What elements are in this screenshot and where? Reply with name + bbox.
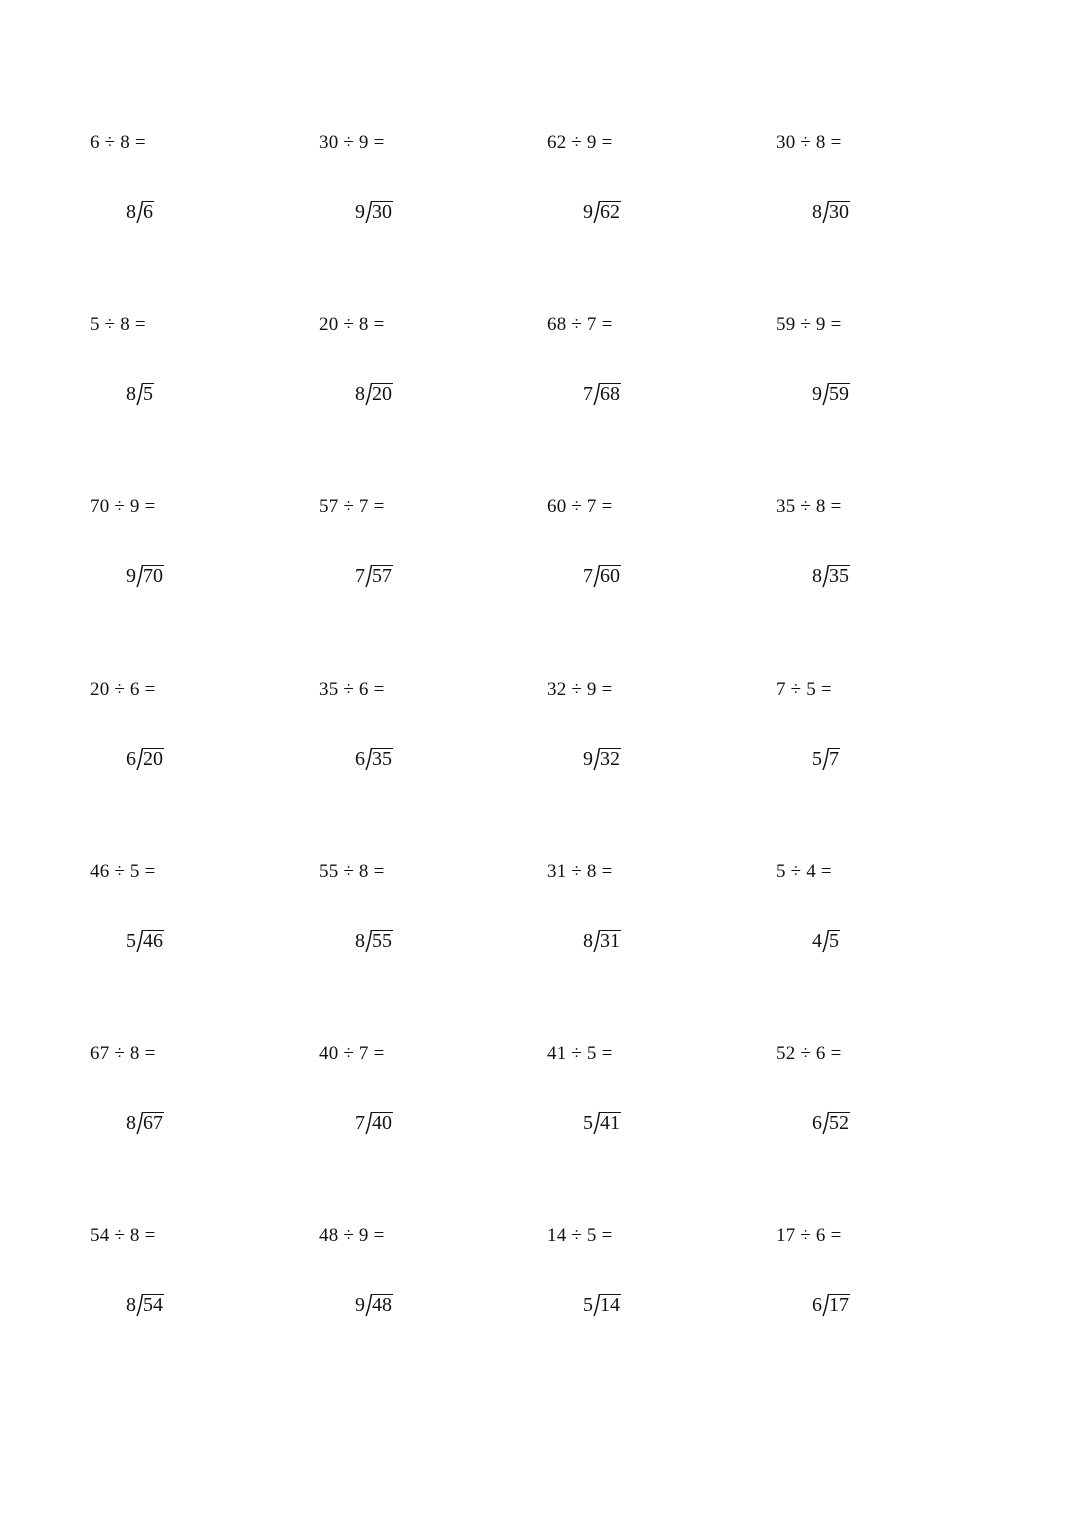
dividend: 14 [600,1294,620,1316]
division-equation: 46 ÷ 5 = [90,861,156,882]
division-equation: 68 ÷ 7 = [547,314,613,335]
divisor: 7 [355,1112,365,1134]
divisor: 8 [126,201,136,223]
division-bracket-symbol [136,564,142,587]
division-bracket-symbol [365,382,371,405]
division-bracket-symbol [365,1111,371,1134]
long-division-bracket [812,382,850,405]
division-equation: 35 ÷ 6 = [319,679,385,700]
dividend: 6 [143,201,153,223]
dividend: 48 [372,1294,392,1316]
division-bracket-symbol [822,200,828,223]
division-problem [776,496,976,596]
division-problem [319,1043,519,1143]
division-bracket-symbol [136,747,142,770]
division-equation: 62 ÷ 9 = [547,132,613,153]
long-division-bracket [355,747,393,770]
division-problem [90,679,290,779]
division-equation: 59 ÷ 9 = [776,314,842,335]
division-equation: 41 ÷ 5 = [547,1043,613,1064]
divisor: 5 [583,1294,593,1316]
division-problem [90,861,290,961]
division-bracket-symbol [593,382,599,405]
division-equation: 20 ÷ 8 = [319,314,385,335]
long-division-bracket [126,200,154,223]
dividend: 57 [372,565,392,587]
long-division-bracket [126,564,164,587]
division-equation: 6 ÷ 8 = [90,132,146,153]
divisor: 8 [812,201,822,223]
dividend: 54 [143,1294,163,1316]
dividend: 30 [372,201,392,223]
division-equation: 67 ÷ 8 = [90,1043,156,1064]
divisor: 9 [583,201,593,223]
long-division-bracket [583,747,621,770]
division-equation: 48 ÷ 9 = [319,1225,385,1246]
division-bracket-symbol [593,200,599,223]
dividend: 7 [829,748,839,770]
long-division-bracket [812,1111,850,1134]
division-problem [319,496,519,596]
division-equation: 70 ÷ 9 = [90,496,156,517]
dividend: 30 [829,201,849,223]
divisor: 8 [583,930,593,952]
dividend: 46 [143,930,163,952]
division-problem [776,132,976,232]
divisor: 5 [583,1112,593,1134]
divisor: 8 [126,1112,136,1134]
division-bracket-symbol [365,929,371,952]
dividend: 68 [600,383,620,405]
division-equation: 54 ÷ 8 = [90,1225,156,1246]
divisor: 7 [583,565,593,587]
long-division-bracket [126,1111,164,1134]
division-bracket-symbol [365,564,371,587]
long-division-bracket [355,929,393,952]
divisor: 8 [126,1294,136,1316]
long-division-bracket [126,382,154,405]
divisor: 9 [355,1294,365,1316]
division-problem [547,314,747,414]
dividend: 55 [372,930,392,952]
division-bracket-symbol [136,382,142,405]
division-problem [547,1043,747,1143]
division-problem [319,314,519,414]
dividend: 62 [600,201,620,223]
long-division-bracket [583,929,621,952]
division-problem [90,1043,290,1143]
division-equation: 5 ÷ 4 = [776,861,832,882]
long-division-bracket [583,200,621,223]
dividend: 17 [829,1294,849,1316]
divisor: 8 [355,383,365,405]
divisor: 6 [812,1294,822,1316]
long-division-bracket [355,564,393,587]
long-division-bracket [126,1293,164,1316]
dividend: 20 [143,748,163,770]
dividend: 40 [372,1112,392,1134]
division-problem [547,1225,747,1325]
division-bracket-symbol [822,747,828,770]
division-problem [776,314,976,414]
long-division-bracket [126,747,164,770]
divisor: 9 [812,383,822,405]
division-problem [547,496,747,596]
long-division-bracket [812,747,840,770]
dividend: 5 [829,930,839,952]
divisor: 7 [583,383,593,405]
divisor: 7 [355,565,365,587]
long-division-bracket [355,382,393,405]
division-bracket-symbol [822,1293,828,1316]
division-problem [776,861,976,961]
long-division-bracket [126,929,164,952]
division-problem [547,679,747,779]
dividend: 5 [143,383,153,405]
division-problem [319,679,519,779]
division-bracket-symbol [822,1111,828,1134]
divisor: 5 [126,930,136,952]
division-problem [90,314,290,414]
division-equation: 40 ÷ 7 = [319,1043,385,1064]
divisor: 6 [812,1112,822,1134]
divisor: 8 [812,565,822,587]
long-division-bracket [355,1111,393,1134]
division-problem [90,1225,290,1325]
dividend: 70 [143,565,163,587]
division-bracket-symbol [593,1293,599,1316]
division-bracket-symbol [136,929,142,952]
division-problem [776,679,976,779]
long-division-bracket [812,200,850,223]
division-bracket-symbol [593,1111,599,1134]
division-problem [319,861,519,961]
long-division-bracket [812,1293,850,1316]
long-division-bracket [355,1293,393,1316]
division-equation: 20 ÷ 6 = [90,679,156,700]
long-division-bracket [583,382,621,405]
divisor: 6 [126,748,136,770]
dividend: 35 [372,748,392,770]
dividend: 35 [829,565,849,587]
division-bracket-symbol [136,200,142,223]
division-problem [776,1043,976,1143]
division-equation: 30 ÷ 8 = [776,132,842,153]
dividend: 67 [143,1112,163,1134]
division-bracket-symbol [822,564,828,587]
long-division-bracket [583,1111,621,1134]
division-problem [776,1225,976,1325]
divisor: 9 [355,201,365,223]
division-bracket-symbol [136,1293,142,1316]
division-equation: 17 ÷ 6 = [776,1225,842,1246]
division-problem [319,132,519,232]
division-bracket-symbol [365,200,371,223]
division-problem [90,132,290,232]
dividend: 20 [372,383,392,405]
division-equation: 31 ÷ 8 = [547,861,613,882]
division-problem [547,861,747,961]
division-equation: 32 ÷ 9 = [547,679,613,700]
dividend: 41 [600,1112,620,1134]
division-bracket-symbol [822,382,828,405]
long-division-bracket [355,200,393,223]
division-bracket-symbol [593,747,599,770]
dividend: 52 [829,1112,849,1134]
division-bracket-symbol [365,747,371,770]
long-division-bracket [812,929,840,952]
divisor: 8 [126,383,136,405]
division-equation: 7 ÷ 5 = [776,679,832,700]
dividend: 31 [600,930,620,952]
divisor: 4 [812,930,822,952]
division-equation: 5 ÷ 8 = [90,314,146,335]
dividend: 32 [600,748,620,770]
division-bracket-symbol [365,1293,371,1316]
division-equation: 52 ÷ 6 = [776,1043,842,1064]
dividend: 59 [829,383,849,405]
dividend: 60 [600,565,620,587]
divisor: 9 [126,565,136,587]
division-bracket-symbol [136,1111,142,1134]
division-bracket-symbol [593,929,599,952]
long-division-bracket [583,564,621,587]
divisor: 8 [355,930,365,952]
division-equation: 14 ÷ 5 = [547,1225,613,1246]
division-equation: 60 ÷ 7 = [547,496,613,517]
divisor: 6 [355,748,365,770]
division-problem [319,1225,519,1325]
division-equation: 57 ÷ 7 = [319,496,385,517]
division-problem [547,132,747,232]
division-equation: 55 ÷ 8 = [319,861,385,882]
division-bracket-symbol [593,564,599,587]
division-bracket-symbol [822,929,828,952]
divisor: 9 [583,748,593,770]
divisor: 5 [812,748,822,770]
division-equation: 35 ÷ 8 = [776,496,842,517]
long-division-bracket [583,1293,621,1316]
long-division-bracket [812,564,850,587]
division-problem [90,496,290,596]
division-equation: 30 ÷ 9 = [319,132,385,153]
